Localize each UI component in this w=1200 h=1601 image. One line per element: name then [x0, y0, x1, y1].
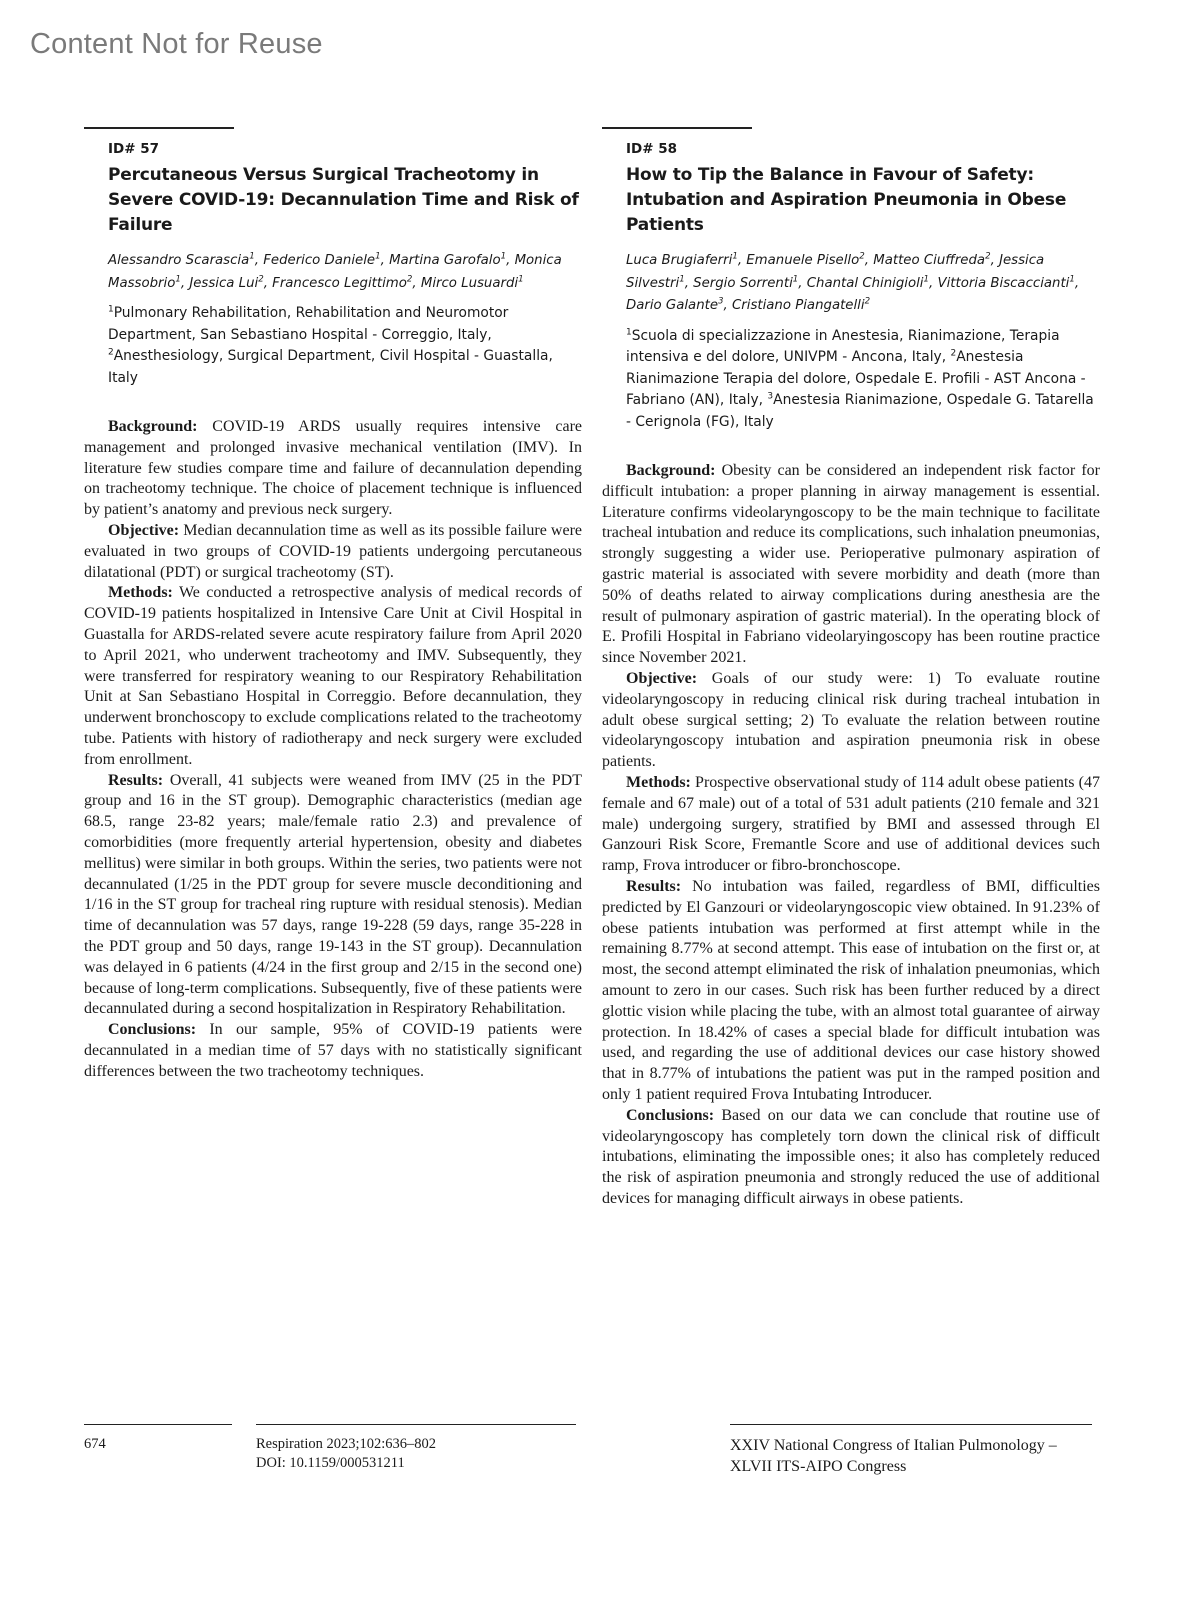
section-label: Background:	[108, 418, 198, 435]
affiliation-text: Anestesia Rianimazione Terapia del dolore, Ospedale E. Profili - AST Ancona - Fabriano (AN), Italy,	[626, 349, 1086, 408]
watermark: Content Not for Reuse	[30, 28, 323, 60]
affiliation-marker: 2	[859, 251, 865, 262]
affiliation-marker: 1	[249, 251, 255, 262]
affiliation-text: Anestesia Rianimazione, Ospedale G. Tatarella - Cerignola (FG), Italy	[626, 392, 1094, 430]
section-text: We conducted a retrospective analysis of medical records of COVID-19 patients hospitalized in Intensive Care Unit at Civil Hospital in Guastalla for ARDS-related severe acute respiratory failure from April 2020 to April 2021, who underwent tracheotomy and IMV. Subsequently, they were transferred for respiratory weaning to our Respiratory Rehabilitation Unit at San Sebastiano Hospital in Correggio. Before decannulation, they underwent bronchoscopy to exclude complications related to the tracheotomy tube. Patients with history of radiotherapy and neck surgery were excluded from enrollment.	[84, 584, 583, 768]
congress-name-line1: XXIV National Congress of Italian Pulmonology –	[730, 1437, 1057, 1454]
abstract-paragraph	[84, 521, 582, 583]
affiliation-number: 3	[767, 391, 774, 402]
abstract-paragraph	[602, 1106, 1100, 1210]
section-label: Results:	[108, 771, 164, 789]
author-name: Emanuele Pisello	[746, 253, 860, 268]
author-name: Monica Massobrio	[108, 253, 562, 291]
author-name: Dario Galante	[626, 298, 719, 313]
author-name: Cristiano Piangatelli	[732, 298, 865, 313]
abstract-title: How to Tip the Balance in Favour of Safety: Intubation and Aspiration Pneumonia in Obese Patients	[626, 165, 1067, 235]
page-number: 674	[84, 1436, 106, 1452]
author-name: Alessandro Scarascia	[108, 253, 250, 268]
affiliation-marker: 3	[718, 296, 724, 307]
footer-journal	[256, 1424, 576, 1473]
affiliation-marker: 1	[500, 251, 507, 262]
abstract-id: ID# 57	[108, 141, 160, 157]
affiliation-text: Pulmonary Rehabilitation, Rehabilitation and Neuromotor Department, San Sebastiano Hospital - Correggio, Italy,	[108, 305, 509, 343]
affiliation-marker: 2	[864, 296, 871, 307]
footer-rule	[84, 1424, 232, 1425]
affiliation-marker: 1	[518, 274, 524, 285]
affiliation-marker: 1	[175, 274, 181, 285]
section-label: Objective:	[108, 521, 180, 539]
affiliation-marker: 2	[258, 274, 264, 285]
affiliation-list	[108, 303, 582, 389]
affiliation-number: 1	[108, 304, 114, 315]
footer-rule	[730, 1424, 1092, 1425]
abstract-id: ID# 58	[626, 141, 678, 157]
author-name: Jessica Lui	[189, 275, 259, 291]
affiliation-marker: 1	[1069, 274, 1075, 285]
abstract-body	[602, 461, 1100, 1210]
author-name: Francesco Legittimo	[272, 275, 407, 291]
section-label: Methods:	[108, 584, 173, 602]
author-list: Alessandro Scarascia$^1$, Federico Daniele$^1$, Martina Garofalo$^1$, Monica Massobrio$^1$, Jessica Lui$^2$, Francesco Legittimo$^2$, Mirco Lusuardi$^1$	[108, 251, 562, 291]
abstract-paragraph	[84, 583, 582, 770]
abstract-paragraph	[602, 877, 1100, 1106]
section-text: In our sample, 95% of COVID-19 patients were decannulated in a median time of 57 days with no statistically significant differences between the two tracheotomy techniques.	[84, 1021, 582, 1080]
section-text: Obesity can be considered an independent risk factor for difficult intubation: a proper planning in airway management is essential. Literature confirms videolaryngoscopy to be the main technique to facilitate tracheal intubation and reduce its complications, such inhalation pneumonias, strongly suggesting a wider use. Perioperative pulmonary aspiration of gastric material is associated with severe morbidity and death (more than 50% of deaths related to airway complications during anesthesia are the result of pulmonary aspiration of gastric material). In the operating block of E. Profili Hospital in Fabriano videolaryingoscopy has been routine practice since November 2021.	[602, 462, 1100, 667]
abstract-paragraph	[602, 669, 1100, 773]
affiliation-list	[626, 326, 1100, 434]
author-name: Luca Brugiaferri	[626, 253, 733, 268]
section-label: Conclusions:	[626, 1106, 715, 1124]
section-label: Results:	[626, 877, 682, 895]
author-name: Martina Garofalo	[389, 253, 501, 268]
column-rule	[84, 127, 234, 129]
affiliation-number: 1	[626, 326, 632, 337]
section-text: Goals of our study were: 1) To evaluate routine videolaryngoscopy in reducing clinical risk during tracheal intubation in adult obese surgical setting; 2) To evaluate the relation between routine videolaryngoscopy intubation and aspiration pneumonia risk in obese patients.	[602, 669, 1101, 771]
section-text: Median decannulation time as well as its possible failure were evaluated in two groups of COVID-19 patients undergoing percutaneous dilatational (PDT) or surgical tracheotomy (ST).	[84, 521, 583, 581]
congress-name-line2: XLVII ITS-AIPO Congress	[730, 1458, 907, 1475]
journal-citation: Respiration 2023;102:636–802	[256, 1436, 437, 1452]
abstract-paragraph	[602, 461, 1100, 669]
affiliation-number: 2	[950, 348, 957, 359]
section-label: Conclusions:	[108, 1021, 197, 1039]
column-rule	[602, 127, 752, 129]
author-name: Vittoria Biscaccianti	[937, 275, 1070, 291]
abstract-57	[84, 127, 582, 1083]
footer-rule	[256, 1424, 576, 1425]
section-text: COVID-19 ARDS usually requires intensive care management and prolonged invasive mechanical ventilation (IMV). In literature few studies compare time and failure of decannulation depending on tracheotomy technique. The choice of placement technique is influenced by patient’s anatomy and previous neck surgery.	[84, 418, 583, 519]
author-name: Matteo Ciuffreda	[873, 253, 986, 268]
section-label: Methods:	[626, 773, 691, 791]
affiliation-marker: 2	[985, 251, 991, 262]
abstract-body	[84, 417, 582, 1083]
affiliation-marker: 2	[406, 274, 413, 285]
section-text: Overall, 41 subjects were weaned from IMV (25 in the PDT group and 16 in the ST group). Demographic characteristics (median age 68.5, range 23-82 years; male/female ratio 2.3) and prevalence of comorbidities (more frequently arterial hypertension, obesity and diabetes mellitus) were similar in both groups. Within the series, two patients were not decannulated (1/25 in the PDT group for severe muscle deconditioning and 1/16 in the ST group for tracheal ring rupture with residual stenosis). Median time of decannulation was 57 days, range 19-228 (59 days, range 35-228 in the PDT group and 50 days, range 19-143 in the ST group). Decannulation was delayed in 6 patients (4/24 in the first group and 2/15 in the second one) because of long-term complications. Subsequently, five of these patients were decannulated during a second hospitalization in Respiratory Rehabilitation.	[84, 771, 583, 1018]
author-name: Chantal Chinigioli	[806, 275, 924, 291]
footer-congress	[730, 1424, 1092, 1477]
abstract-paragraph	[84, 417, 582, 521]
author-list: Luca Brugiaferri$^1$, Emanuele Pisello$^2$, Matteo Ciuffreda$^2$, Jessica Silvestri$^1$, Sergio Sorrenti$^1$, Chantal Chinigioli$^1$, Vittoria Biscaccianti$^1$, Dario Galante$^3$, Cristiano Piangatelli$^2$	[626, 251, 1080, 313]
abstract-paragraph	[84, 1020, 582, 1082]
author-name: Jessica Silvestri	[626, 253, 1045, 291]
affiliation-number: 2	[108, 347, 114, 358]
section-text: No intubation was failed, regardless of BMI, difficulties predicted by El Ganzouri or videolaryngoscopic view obtained. In 91.23% of obese patients intubation was performed at first attempt while in the remaining 8.77% at second attempt. This ease of intubation on the first or, at most, the second attempt eliminated the risk of inhalation pneumonias, which amount to zero in our cases. Such risk has been further reduced by a direct glottic vision while placing the tube, with an almost total guarantee of airway protection. In 18.42% of cases a special blade for difficult intubation was used, and regarding the use of additional devices our case history showed that in 8.77% of intubations the patient was put in the ramped position and only 1 patient required Frova Intubating Introducer.	[602, 877, 1100, 1103]
affiliation-text: Anesthesiology, Surgical Department, Civil Hospital - Guastalla, Italy	[108, 348, 553, 386]
author-name: Mirco Lusuardi	[420, 275, 519, 291]
footer-page	[84, 1424, 232, 1454]
affiliation-marker: 1	[375, 251, 381, 262]
author-name: Federico Daniele	[263, 253, 376, 268]
author-name: Sergio Sorrenti	[693, 275, 793, 291]
affiliation-marker: 1	[792, 274, 799, 285]
doi-link[interactable]: DOI: 10.1159/000531211	[256, 1455, 405, 1471]
abstract-title: Percutaneous Versus Surgical Tracheotomy in Severe COVID-19: Decannulation Time and Risk of Failure	[108, 165, 579, 235]
abstract-paragraph	[602, 773, 1100, 877]
section-text: Based on our data we can conclude that routine use of videolaryngoscopy has completely torn down the clinical risk of difficult intubations, eliminating the impossible ones; it also has completely reduced the risk of aspiration pneumonia and strongly reduced the use of additional devices for managing difficult airways in obese patients.	[602, 1106, 1101, 1207]
abstract-paragraph	[84, 771, 582, 1021]
section-label: Background:	[626, 462, 716, 479]
affiliation-marker: 1	[923, 274, 930, 285]
affiliation-text: Scuola di specializzazione in Anestesia, Rianimazione, Terapia intensiva e del dolore, UNIVPM - Ancona, Italy,	[626, 327, 1060, 365]
abstract-58	[602, 127, 1100, 1210]
section-label: Objective:	[626, 669, 698, 687]
section-text: Prospective observational study of 114 adult obese patients (47 female and 67 male) out of a total of 531 adult patients (210 female and 321 male) undergoing surgery, stratified by BMI and assessed through El Ganzouri Risk Score, Fremantle Score and use of additional devices such ramp, Frova introducer or fibro-bronchoscope.	[602, 773, 1101, 875]
affiliation-marker: 1	[732, 251, 738, 262]
affiliation-marker: 1	[679, 274, 685, 285]
